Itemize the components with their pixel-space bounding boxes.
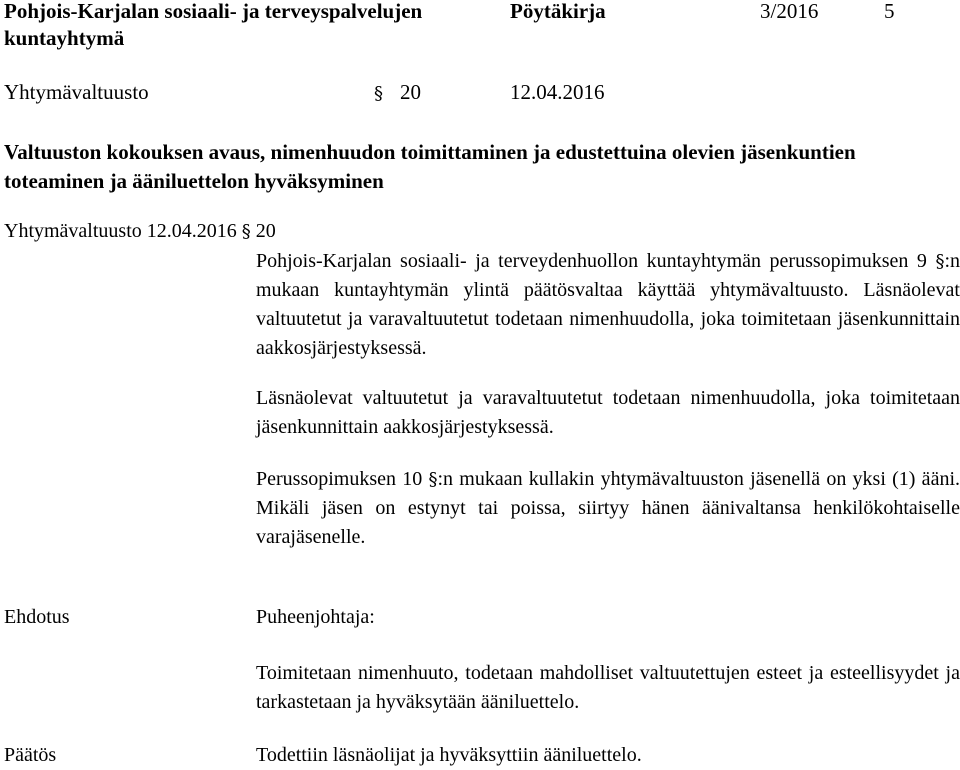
document-number: 3/2016 — [760, 0, 819, 23]
reference-prefix: Yhtymävaltuusto 12.04.2016 — [4, 220, 237, 242]
section-sign-icon: § — [935, 251, 945, 272]
body-paragraph-1: Pohjois-Karjalan sosiaali- ja terveydenhuollon kuntayhtymän perussopimuksen 9 §:n mukaan kuntayhtymän ylintä päätösvaltaa käyttää yhtymävaltuusto. Läsnäolevat valtuutetut ja varavaltuutetut todetaan nimenhuudolla, joka toimitetaan jäsenkunnittain aakkosjärjestyksessä. — [256, 247, 960, 363]
reference-line — [4, 217, 276, 246]
proposal-label: Ehdotus — [4, 606, 70, 628]
page-number: 5 — [884, 0, 895, 23]
section-sign-icon: § — [428, 469, 438, 490]
section-sign-icon: § — [241, 221, 251, 242]
proposal-text: Toimitetaan nimenhuuto, todetaan mahdolliset valtuutettujen esteet ja esteellisyydet ja tarkastetaan ja hyväksytään ääniluettelo. — [256, 662, 960, 713]
document-type: Pöytäkirja — [510, 0, 606, 23]
body-paragraph-3: Perussopimuksen 10 §:n mukaan kullakin yhtymävaltuuston jäsenellä on yksi (1) ääni. Mikäli jäsen on estynyt tai poissa, siirtyy hänen äänivaltansa henkilökohtaiselle varajäsenelle. — [256, 465, 960, 552]
decision-text: Todettiin läsnäolijat ja hyväksyttiin ääniluettelo. — [256, 744, 642, 766]
reference-number: 20 — [255, 220, 276, 242]
section-number: 20 — [400, 80, 421, 104]
decision-label: Päätös — [4, 744, 57, 766]
body-paragraph-2: Läsnäolevat valtuutetut ja varavaltuutetut todetaan nimenhuudolla, joka toimitetaan jäsenkunnittain aakkosjärjestyksessä. — [256, 387, 960, 438]
item-title-line1: Valtuuston kokouksen avaus, nimenhuudon toimittaminen ja edustettuina olevien jäsenkuntien — [4, 140, 856, 164]
organization-name-line2: kuntayhtymä — [4, 26, 125, 50]
section-sign-icon: § — [374, 83, 383, 104]
meeting-date: 12.04.2016 — [510, 80, 605, 104]
proposal-speaker: Puheenjohtaja: — [256, 606, 375, 628]
organization-name-line1: Pohjois-Karjalan sosiaali- ja terveyspalvelujen — [4, 0, 423, 23]
body-name: Yhtymävaltuusto — [4, 80, 149, 104]
item-title-line2: toteaminen ja ääniluettelon hyväksyminen — [4, 169, 384, 193]
